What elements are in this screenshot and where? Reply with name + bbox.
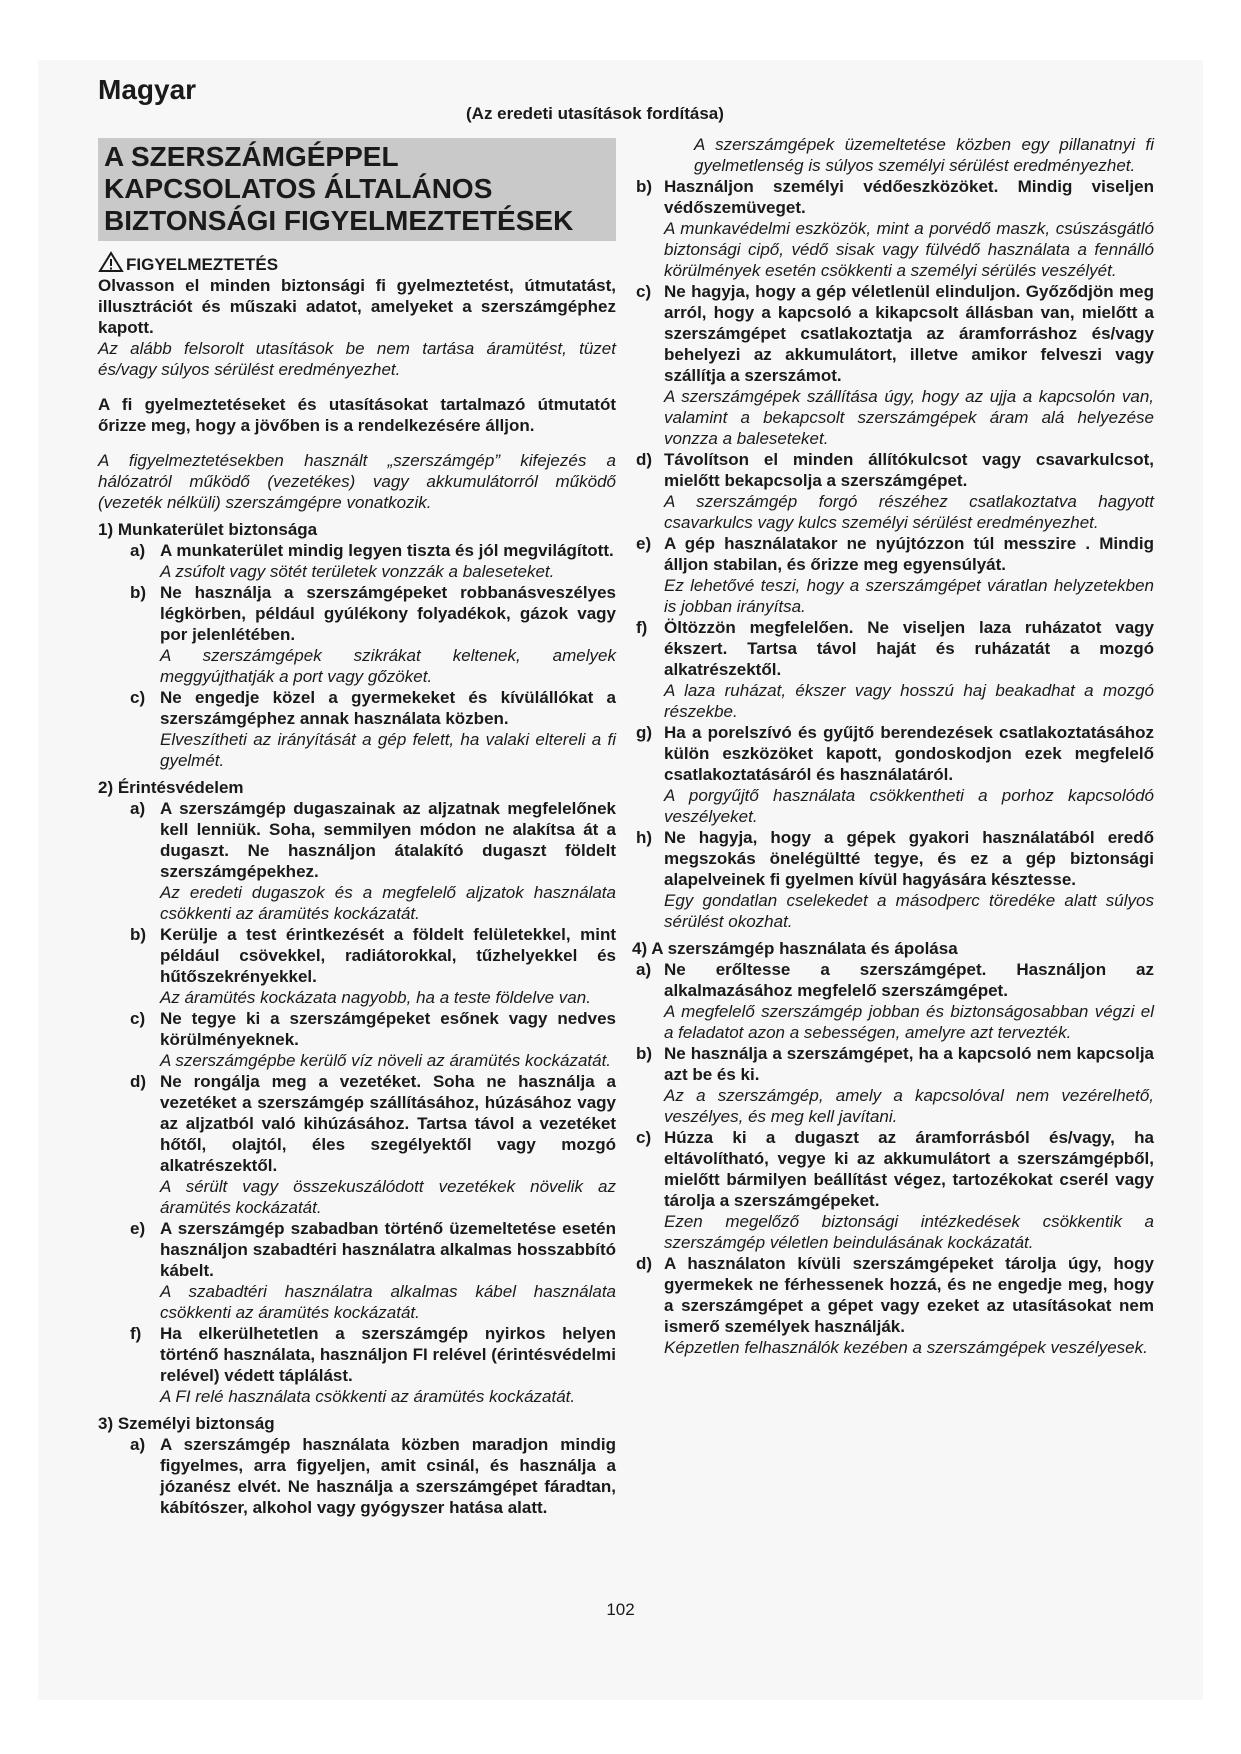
item-instruction: Öltözzön megfelelően. Ne viseljen laza ruházatot vagy ékszert. Tartsa távol haját és ruházatát a mozgó alkatrészektől. [664,618,1154,679]
item-label: g) [636,723,653,742]
item-instruction: Ne rongálja meg a vezetéket. Soha ne használja a vezetéket a szerszámgép szállításához, húzásához vagy az aljzatból való kihúzásához. Tartsa távol a vezetéket hőtől, olajtól, éles szegélyektől vagy mozgó alkatrészektől. [160,1072,616,1175]
item-explanation: Az a szerszámgép, amely a kapcsolóval nem vezérelhető, veszélyes, és meg kell javítani. [664,1086,1154,1126]
item-label: a) [130,1435,146,1454]
section-2-item-c [98,1008,616,1071]
item-label: h) [636,828,653,847]
section-4-item-d [636,1253,1154,1358]
item-instruction: Ne erőltesse a szerszámgépet. Használjon az alkalmazásához megfelelő szerszámgépet. [664,960,1154,1000]
section-1-item-b [98,582,616,687]
section-4-item-b [636,1043,1154,1127]
section-2-item-b [98,924,616,1008]
section-1-title: 1) Munkaterület biztonsága [98,520,318,539]
item-instruction: Kerülje a test érintkezését a földelt felületekkel, mint például csövekkel, radiátorokkal, tűzhelyekkel és hűtőszekrényekkel. [160,925,616,986]
item-instruction: Használjon személyi védőeszközöket. Mindig viseljen védőszemüveget. [664,177,1154,217]
section-2-item-e [98,1218,616,1323]
warning-bold-text: Olvasson el minden biztonsági fi gyelmeztetést, útmutatást, illusztrációt és műszaki adatot, amelyeket a szerszámgéphez kapott. [98,276,616,337]
item-instruction: A munkaterület mindig legyen tiszta és jól megvilágított. [160,541,614,560]
item-instruction: Ne hagyja, hogy a gépek gyakori használatából eredő megszokás önelégültté tegye, és ez a gép biztonsági alapelveinek fi gyelmen kívül hagyására késztesse. [664,828,1154,889]
item-explanation: A szerszámgépek üzemeltetése közben egy pillanatnyi fi gyelmetlenség is súlyos személyi sérülést eredményezhet. [694,135,1154,175]
warning-heading [98,251,616,275]
item-label: c) [130,1009,146,1028]
section-1-item-a [98,540,616,582]
item-explanation: A szerszámgépbe kerülő víz növeli az áramütés kockázatát. [160,1051,612,1070]
section-3-item-a-continued [636,134,1154,176]
section-2-item-a [98,798,616,924]
section-3-item-b [636,176,1154,281]
item-explanation: A porgyűjtő használata csökkentheti a porhoz kapcsolódó veszélyeket. [664,786,1154,826]
item-instruction: A használaton kívüli szerszámgépeket tárolja úgy, hogy gyermekek ne férhessenek hozzá, és ne engedje meg, hogy a szerszámgépet a gépet vagy ezeket az utasításokat nem ismerő személyek használják. [664,1254,1154,1336]
item-instruction: Ne hagyja, hogy a gép véletlenül elinduljon. Győződjön meg arról, hogy a kapcsoló a kikapcsolt állásban van, mielőtt a szerszámgépet csatlakoztatja az áramforráshoz és/vagy behelyezi az akkumulátort, illetve amikor felveszi vagy szállítja a szerszámot. [664,282,1154,385]
main-title: A SZERSZÁMGÉPPEL KAPCSOLATOS ÁLTALÁNOS BIZTONSÁGI FIGYELMEZTETÉSEK [104,141,574,236]
right-column [632,134,1154,1358]
item-label: c) [130,688,146,707]
section-1-item-c [98,687,616,771]
item-instruction: Távolítson el minden állítókulcsot vagy csavarkulcsot, mielőtt bekapcsolja a szerszámgépet. [664,450,1154,490]
item-instruction: A szerszámgép dugaszainak az aljzatnak megfelelőnek kell lenniük. Soha, semmilyen módon ne alakítsa át a dugaszt. Ne használjon átalakító dugaszt földelt szerszámgépekhez. [160,799,616,881]
section-2-title: 2) Érintésvédelem [98,778,244,797]
item-instruction: Ha a porelszívó és gyűjtő berendezések csatlakoztatásához külön eszközöket kapott, gondoskodjon ezek megfelelő csatlakoztatásáról és használatáról. [664,723,1154,784]
item-label: a) [636,960,652,979]
item-label: d) [636,1254,653,1273]
section-3-item-g [636,722,1154,827]
item-explanation: Ez lehetővé teszi, hogy a szerszámgépet váratlan helyzetekben is jobban irányítsa. [664,576,1154,616]
section-3-title: 3) Személyi biztonság [98,1414,275,1433]
definition-text: A figyelmeztetésekben használt „szerszámgép” kifejezés a hálózatról működő (vezetékes) vagy akkumulátorról működő (vezeték nélküli) szerszámgépre vonatkozik. [98,451,616,512]
item-instruction: Húzza ki a dugaszt az áramforrásból és/vagy, ha eltávolítható, vegye ki az akkumulátort a szerszámgépből, mielőtt bármilyen beállítást végez, tartozékokat cserél vagy tárolja a szerszámgépeket. [664,1128,1154,1210]
item-instruction: Ne használja a szerszámgépeket robbanásveszélyes légkörben, például gyúlékony folyadékok, gázok vagy por jelenlétében. [160,583,616,644]
item-explanation: A szerszámgép forgó részéhez csatlakoztatva hagyott csavarkulcs vagy kulcs személyi sérülést eredményezhet. [664,492,1154,532]
section-3-item-d [636,449,1154,533]
item-label: c) [636,1128,652,1147]
section-3-item-a [98,1434,616,1518]
item-explanation: A szabadtéri használatra alkalmas kábel használata csökkenti az áramütés kockázatát. [160,1282,616,1322]
item-label: f) [130,1324,142,1343]
item-label: c) [636,282,652,301]
warning-label: FIGYELMEZTETÉS [126,255,279,274]
item-instruction: A gép használatakor ne nyújtózzon túl messzire . Mindig álljon stabilan, és őrizze meg egyensúlyát. [664,534,1154,574]
page-number: 102 [606,1600,635,1619]
item-instruction: A szerszámgép szabadban történő üzemeltetése esetén használjon szabadtéri használatra alkalmas hosszabbító kábelt. [160,1219,616,1280]
item-instruction: Ne használja a szerszámgépet, ha a kapcsoló nem kapcsolja azt be és ki. [664,1044,1154,1084]
section-3-item-e [636,533,1154,617]
language-heading: Magyar [98,74,197,105]
item-explanation: A zsúfolt vagy sötét területek vonzzák a baleseteket. [160,562,555,581]
item-explanation: A szerszámgépek szikrákat keltenek, amelyek meggyújthatják a port vagy gőzöket. [160,646,616,686]
item-explanation: Az eredeti dugaszok és a megfelelő aljzatok használata csökkenti az áramütés kockázatát. [160,883,616,923]
item-explanation: Ezen megelőző biztonsági intézkedések csökkentik a szerszámgép véletlen beindulásának kockázatát. [664,1212,1154,1252]
item-explanation: Egy gondatlan cselekedet a másodperc töredéke alatt súlyos sérülést okozhat. [664,891,1154,931]
item-instruction: A szerszámgép használata közben maradjon mindig figyelmes, arra figyeljen, amit csinál, és használja a józanész elvét. Ne használja a szerszámgépet fáradtan, kábítószer, alkohol vagy gyógyszer hatása alatt. [160,1435,616,1517]
item-label: b) [130,583,147,602]
translation-note: (Az eredeti utasítások fordítása) [466,104,724,123]
section-4-item-c [636,1127,1154,1253]
item-instruction: Ne tegye ki a szerszámgépeket esőnek vagy nedves körülményeknek. [160,1009,616,1049]
item-explanation: Elveszítheti az irányítását a gép felett, ha valaki eltereli a fi gyelmét. [160,730,616,770]
warning-icon [98,251,124,273]
section-3-item-f [636,617,1154,722]
title-box [98,138,616,241]
item-explanation: A munkavédelmi eszközök, mint a porvédő maszk, csúszásgátló biztonsági cipő, védő sisak vagy fülvédő használata a fennálló körülmények esetén csökkenti a személyi sérülés veszélyét. [664,219,1154,280]
section-3-item-c [636,281,1154,449]
item-explanation: A laza ruházat, ékszer vagy hosszú haj beakadhat a mozgó részekbe. [664,681,1154,721]
section-4-title: 4) A szerszámgép használata és ápolása [632,939,958,958]
item-explanation: Az áramütés kockázata nagyobb, ha a teste földelve van. [160,988,591,1007]
item-explanation: A sérült vagy összekuszálódott vezetékek növelik az áramütés kockázatát. [160,1177,616,1217]
item-explanation: A megfelelő szerszámgép jobban és biztonságosabban végzi el a feladatot azon a sebességen, amelyre azt tervezték. [664,1002,1154,1042]
item-label: e) [130,1219,146,1238]
section-4-item-a [636,959,1154,1043]
item-label: e) [636,534,652,553]
left-column [98,138,616,1518]
section-3-item-h [636,827,1154,932]
section-2-item-d [98,1071,616,1218]
item-instruction: Ne engedje közel a gyermekeket és kívülállókat a szerszámgéphez annak használata közben. [160,688,616,728]
item-label: a) [130,541,146,560]
item-label: b) [130,925,147,944]
item-label: b) [636,1044,653,1063]
item-label: b) [636,177,653,196]
section-2-item-f [98,1323,616,1407]
keep-notice: A fi gyelmeztetéseket és utasításokat tartalmazó útmutatót őrizze meg, hogy a jövőben is a rendelkezésére álljon. [98,395,616,435]
item-label: a) [130,799,146,818]
item-instruction: Ha elkerülhetetlen a szerszámgép nyirkos helyen történő használata, használjon FI relével (érintésvédelmi relével) védett táplálást. [160,1324,616,1385]
item-explanation: Képzetlen felhasználók kezében a szerszámgépek veszélyesek. [664,1338,1148,1357]
item-label: d) [130,1072,147,1091]
item-label: f) [636,618,648,637]
warning-italic-text: Az alább felsorolt utasítások be nem tartása áramütést, tüzet és/vagy súlyos sérülést eredményezhet. [98,339,616,379]
item-label: d) [636,450,653,469]
item-explanation: A szerszámgépek szállítása úgy, hogy az ujja a kapcsolón van, valamint a bekapcsolt szerszámgépek áram alá helyezése vonzza a baleseteket. [664,387,1154,448]
item-explanation: A FI relé használata csökkenti az áramütés kockázatát. [160,1387,576,1406]
